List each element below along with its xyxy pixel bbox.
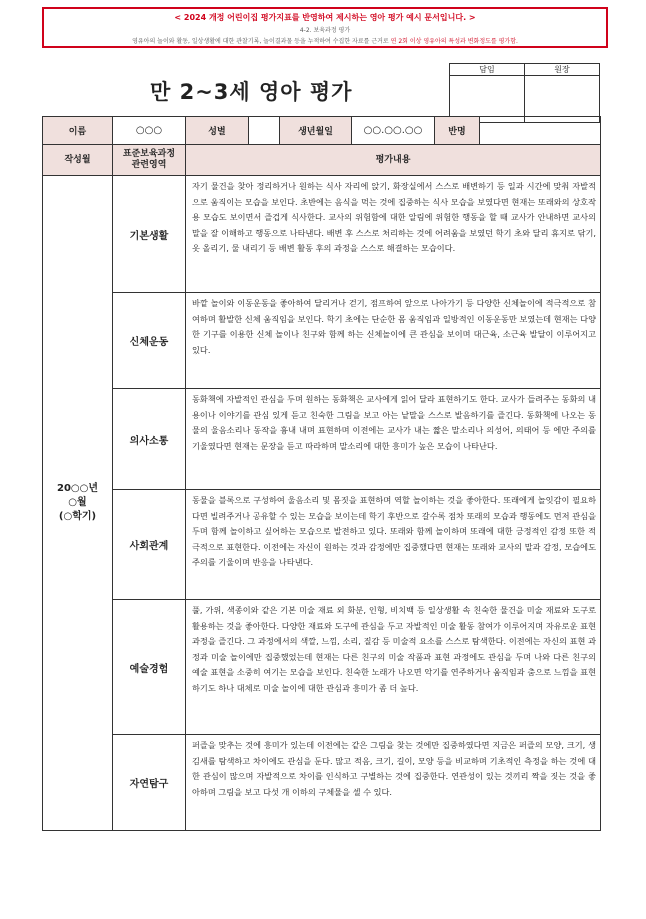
notice-box (42, 7, 608, 48)
page-title: 만 2~3세 영아 평가 (150, 80, 353, 104)
evaluation-text[interactable]: 동화책에 자발적인 관심을 두며 원하는 동화책은 교사에게 읽어 달라 표현하기도 한다. 교사가 들려주는 동화의 내용이나 이야기를 관심 있게 듣고 친숙한 그림을 보고 아는 낱말을 스스로 발음하기를 즐긴다. 동화책에 나오는 동물의 울음소리나 동작을 흉내 내며 표현하며 이전에는 교사가 내는 짧은 말소리나 의성어, 의태어 등 에만 주의를 기울였다면 현재는 문장을 듣고 따라하며 말소리에 대한 흥미가 높은 모습이 나타난다. (186, 389, 601, 490)
notice-title: < 2024 개정 어린이집 평가지표를 반영하여 제시하는 영아 평가 예시 문서입니다. > (174, 13, 476, 22)
class-value[interactable] (480, 117, 601, 145)
area-label: 자연탐구 (113, 735, 186, 831)
area-column-header (113, 145, 186, 176)
approval-box (449, 63, 600, 123)
period-year: 20○○년 (56, 483, 99, 494)
birth-value[interactable]: ○○.○○.○○ (352, 117, 435, 145)
approval-director-label: 원장 (525, 64, 600, 76)
area-header-line1: 표준보육과정 (122, 149, 176, 159)
notice-description (44, 36, 606, 45)
area-label: 기본생활 (113, 176, 186, 293)
gender-label: 성별 (186, 117, 249, 145)
evaluation-text[interactable]: 풀, 가위, 색종이와 같은 기본 미술 재료 외 화분, 인형, 비치백 등 일상생활 속 친숙한 물건을 미술 재료와 도구로 활용하는 것을 좋아한다. 다양한 재료와 도구에 관심을 두고 자발적인 미술 활동 참여가 이루어지며 자유로운 표현 과정을 즐긴다. 그 과정에서의 색깔, 느낌, 소리, 질감 등 미술적 요소를 스스로 탐색한다. 이전에는 자신의 표현 과정과 미술 놀이에만 집중했었는데 현재는 다른 친구의 미술 작품과 표현 과정에도 관심을 두며 나와 다른 친구의 예술 표현을 소중히 여기는 모습을 보인다. 친숙한 노래가 나오면 악기를 연주하거나 움직임과 춤으로 느낌을 표현하기도 하나 대체로 미술 놀이에 대한 관심과 흥미가 좀 더 높다. (186, 600, 601, 735)
period-semester: (○학기) (58, 511, 97, 522)
notice-subtitle: 4-2. 보육과정 평가 (299, 27, 351, 34)
evaluation-text[interactable]: 바깥 놀이와 이동운동을 좋아하여 달리거나 걷기, 점프하여 앞으로 나아가기 등 다양한 신체놀이에 적극적으로 참여하며 활발한 신체 움직임을 보인다. 학기 초에는 단순한 몸 움직임과 일방적인 이동운동만 보였는데 현재는 다양한 기구를 이용한 신체 놀이나 친구와 함께 하는 신체놀이에 큰 관심을 보이며 대근육, 소근육 발달이 이루어지고 있다. (186, 293, 601, 389)
name-label: 이름 (43, 117, 113, 145)
content-column-header: 평가내용 (186, 145, 601, 176)
area-label: 사회관계 (113, 490, 186, 600)
evaluation-table (42, 116, 601, 831)
area-label: 의사소통 (113, 389, 186, 490)
evaluation-text[interactable]: 퍼즐을 맞추는 것에 흥미가 있는데 이전에는 같은 그림을 찾는 것에만 집중하였다면 지금은 퍼즐의 모양, 크기, 생김새를 탐색하고 차이에도 관심을 둔다. 많고 적음, 크기, 길이, 모양 등을 비교하며 기초적인 측정을 하는 것에 대한 관심이 많으며 자발적으로 차이를 인식하고 구별하는 것에 집중한다. 연관성이 있는 것끼리 짝을 짓는 것을 좋아하며 그림을 보고 다섯 개 이하의 구체물을 셀 수 있다. (186, 735, 601, 831)
area-header-line2: 관련영역 (131, 160, 167, 170)
evaluation-text[interactable]: 동물을 블록으로 구성하여 울음소리 및 몸짓을 표현하며 역할 놀이하는 것을 좋아한다. 또래에게 놀잇감이 필요하다면 빌려주거나 공유할 수 있는 모습을 보이는데 학기 후반으로 갈수록 점차 또래의 모습과 행동에도 먼저 관심을 두며 함께 놀이하고 싶어하는 모습으로 발전하고 있다. 또래와 함께 놀이하며 또래에 대한 긍정적인 감정 또한 적극적으로 표현한다. 이전에는 자신이 원하는 것과 감정에만 집중했다면 현재는 또래와 교사의 말과 감정, 모습에도 주의를 기울이며 반응을 나타낸다. (186, 490, 601, 600)
approval-teacher-label: 담임 (450, 64, 525, 76)
notice-description-text: 영유아의 놀이와 활동, 일상생활에 대한 관찰기록, 놀이결과물 등을 누적하여 수집한 자료를 근거로 (132, 38, 391, 45)
period-cell[interactable] (43, 176, 113, 831)
class-label: 반명 (435, 117, 480, 145)
evaluation-text[interactable]: 자기 물건을 찾아 정리하거나 원하는 식사 자리에 앉기, 화장실에서 스스로 배변하기 등 일과 시간에 맞춰 자발적으로 움직이는 모습을 보인다. 초반에는 음식을 먹는 것에 집중하는 식사 모습을 보였다면 현재는 또래와의 상호작용 모습도 보이면서 즐겁게 식사한다. 교사의 위험함에 대한 알림에 위험한 행동을 할 때 교사가 안내하면 교사의 말을 잘 이해하고 행동으로 나타낸다. 배변 후 스스로 처리하는 것에 어려움을 보였던 학기 초와 달리 휴지로 닦기, 옷 올리기, 물 내리기 등 배변 활동 후의 과정을 스스로 해결하는 모습이다. (186, 176, 601, 293)
date-column-header: 작성월 (43, 145, 113, 176)
area-label: 예술경험 (113, 600, 186, 735)
birth-label: 생년월일 (280, 117, 352, 145)
period-month: ○월 (68, 497, 87, 508)
gender-value[interactable] (249, 117, 280, 145)
name-value[interactable]: ○○○ (113, 117, 186, 145)
area-label: 신체운동 (113, 293, 186, 389)
notice-highlight: 연 2회 이상 영유아의 특성과 변화정도를 평가함. (390, 38, 518, 45)
